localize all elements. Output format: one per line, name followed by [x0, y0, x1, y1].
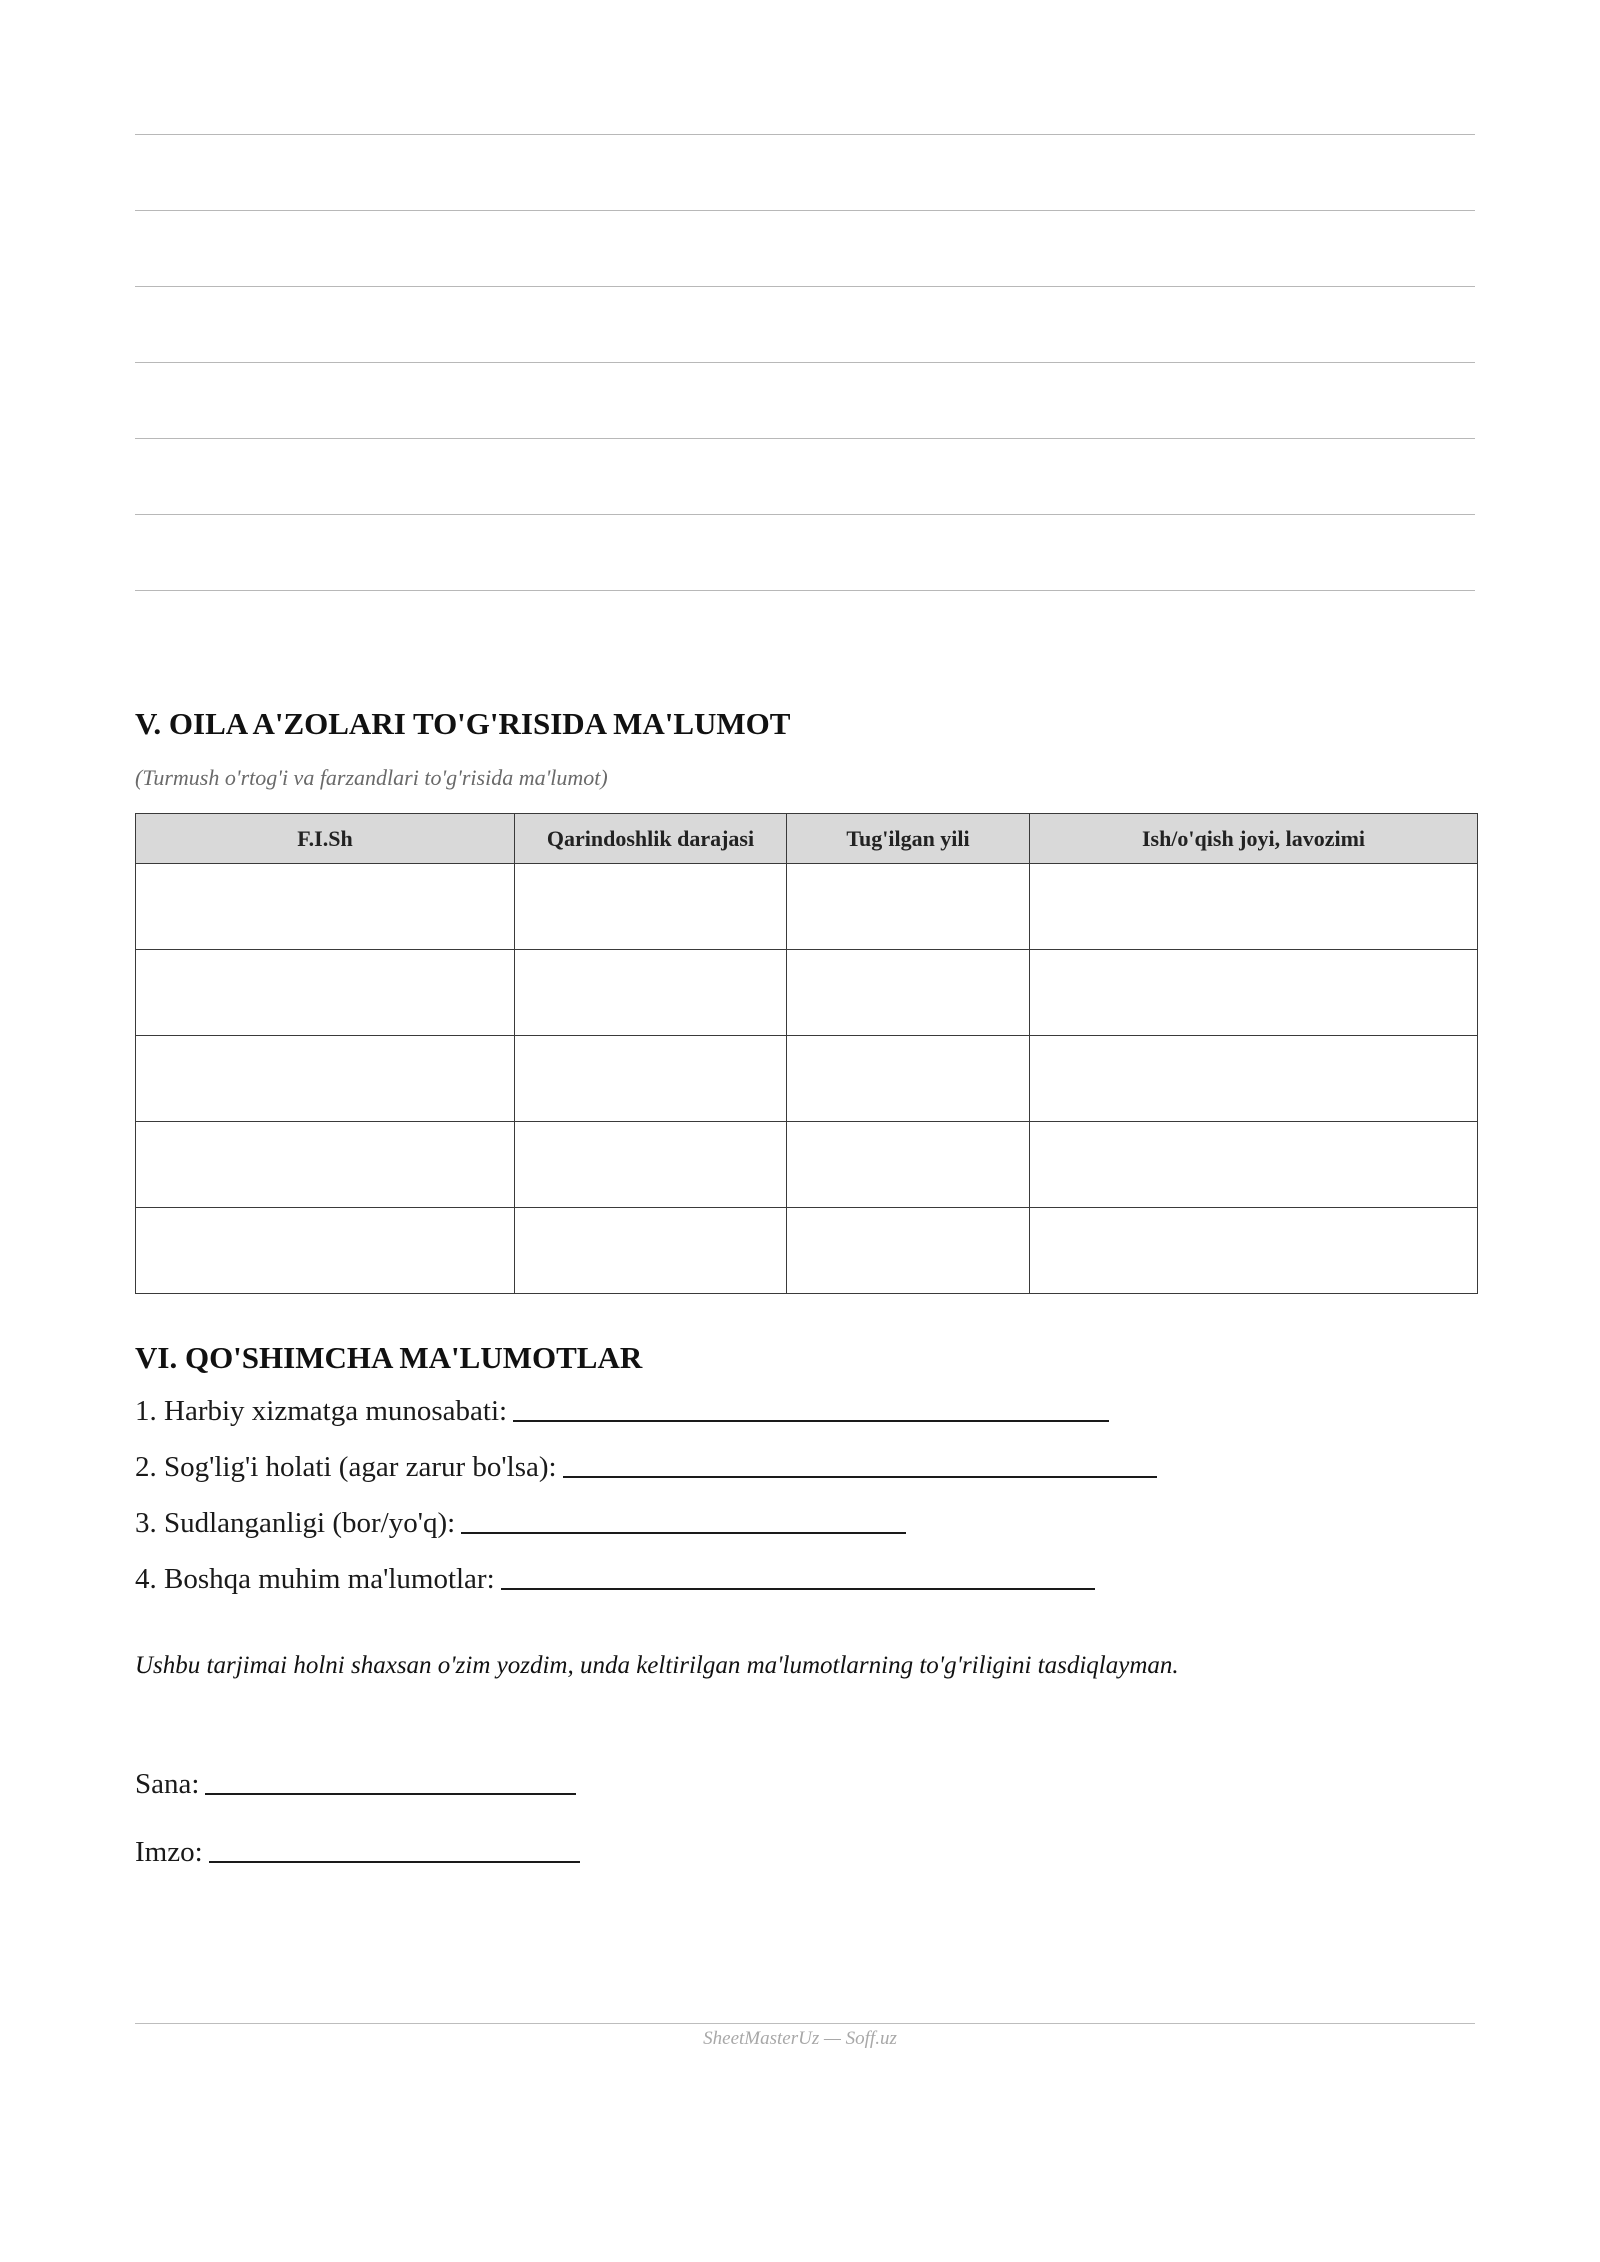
writing-line[interactable]	[135, 362, 1475, 363]
writing-line[interactable]	[135, 210, 1475, 211]
writing-line[interactable]	[135, 438, 1475, 439]
column-header-birth-year: Tug'ilgan yili	[787, 814, 1030, 864]
table-row	[136, 1122, 1478, 1208]
other-info-blank[interactable]	[501, 1587, 1095, 1590]
criminal-record-blank[interactable]	[461, 1531, 906, 1534]
writing-line[interactable]	[135, 590, 1475, 591]
signature-label: Imzo:	[135, 1836, 203, 1868]
section-vi-title: VI. QO'SHIMCHA MA'LUMOTLAR	[135, 1340, 643, 1375]
footer-divider	[135, 2023, 1475, 2024]
writing-line[interactable]	[135, 514, 1475, 515]
table-row	[136, 1036, 1478, 1122]
writing-line[interactable]	[135, 134, 1475, 135]
field-label: 2. Sog'lig'i holati (agar zarur bo'lsa):	[135, 1451, 557, 1483]
confirmation-statement: Ushbu tarjimai holni shaxsan o'zim yozdim, unda keltirilgan ma'lumotlarning to'g'riligini tasdiqlayman.	[135, 1652, 1179, 1679]
table-cell[interactable]	[515, 1208, 787, 1294]
table-cell[interactable]	[515, 864, 787, 950]
table-cell[interactable]	[787, 1208, 1030, 1294]
table-cell[interactable]	[1030, 864, 1478, 950]
section-v-title: V. OILA A'ZOLARI TO'G'RISIDA MA'LUMOT	[135, 706, 791, 741]
criminal-record-field	[135, 1507, 906, 1540]
field-label: 1. Harbiy xizmatga munosabati:	[135, 1395, 508, 1427]
table-row	[136, 1208, 1478, 1294]
table-cell[interactable]	[515, 1122, 787, 1208]
military-service-field	[135, 1395, 1109, 1428]
table-cell[interactable]	[1030, 1208, 1478, 1294]
table-cell[interactable]	[515, 1036, 787, 1122]
table-cell[interactable]	[136, 1036, 515, 1122]
signature-blank[interactable]	[209, 1860, 580, 1863]
table-cell[interactable]	[1030, 950, 1478, 1036]
column-header-relation: Qarindoshlik darajasi	[515, 814, 787, 864]
date-field	[135, 1768, 576, 1801]
table-row	[136, 864, 1478, 950]
table-header-row	[136, 814, 1478, 864]
table-cell[interactable]	[1030, 1036, 1478, 1122]
military-service-blank[interactable]	[513, 1419, 1109, 1422]
health-status-blank[interactable]	[563, 1475, 1157, 1478]
footer-text: SheetMasterUz — Soff.uz	[703, 2028, 897, 2049]
health-status-field	[135, 1451, 1157, 1484]
family-members-table	[135, 813, 1478, 1294]
section-v-subtitle: (Turmush o'rtog'i va farzandlari to'g'risida ma'lumot)	[135, 765, 608, 790]
table-cell[interactable]	[136, 950, 515, 1036]
table-cell[interactable]	[136, 1208, 515, 1294]
table-cell[interactable]	[787, 1122, 1030, 1208]
table-cell[interactable]	[515, 950, 787, 1036]
table-cell[interactable]	[136, 1122, 515, 1208]
signature-field	[135, 1836, 580, 1869]
table-cell[interactable]	[787, 864, 1030, 950]
table-cell[interactable]	[1030, 1122, 1478, 1208]
other-info-field	[135, 1563, 1095, 1596]
column-header-fish: F.I.Sh	[136, 814, 515, 864]
date-blank[interactable]	[205, 1792, 576, 1795]
table-cell[interactable]	[787, 1036, 1030, 1122]
table-cell[interactable]	[787, 950, 1030, 1036]
date-label: Sana:	[135, 1768, 200, 1800]
field-label: 3. Sudlanganligi (bor/yo'q):	[135, 1507, 456, 1539]
table-cell[interactable]	[136, 864, 515, 950]
column-header-workplace: Ish/o'qish joyi, lavozimi	[1030, 814, 1478, 864]
writing-line[interactable]	[135, 286, 1475, 287]
table-row	[136, 950, 1478, 1036]
field-label: 4. Boshqa muhim ma'lumotlar:	[135, 1563, 495, 1595]
